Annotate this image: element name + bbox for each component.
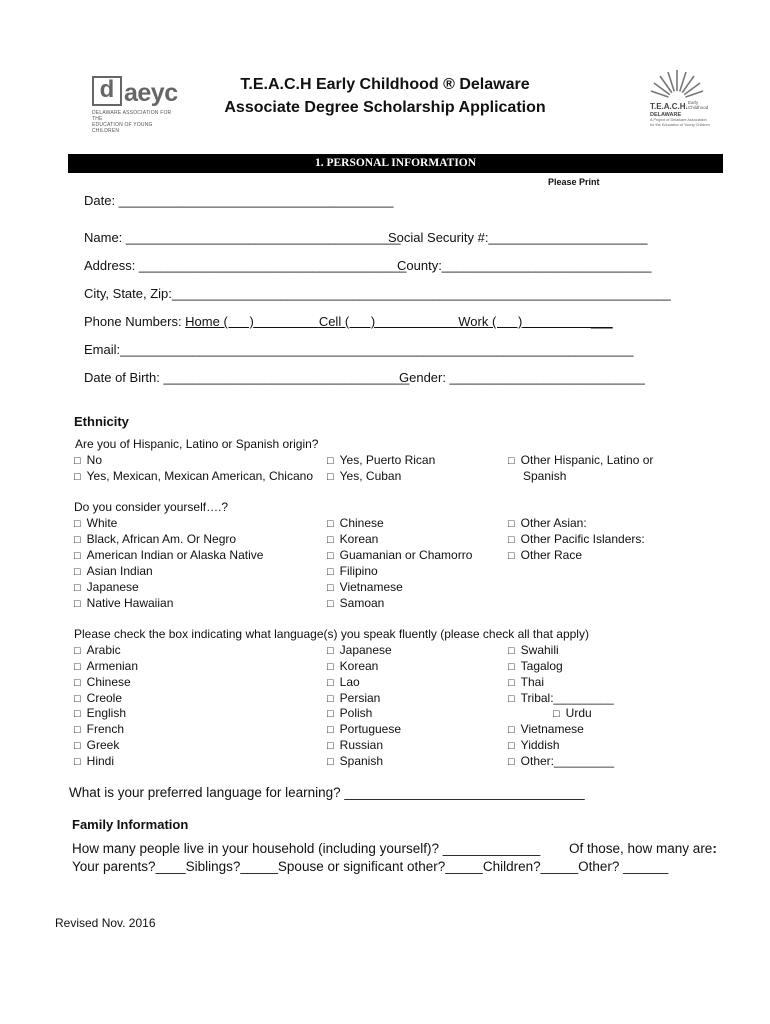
checkbox-option[interactable]: □ Other Race	[508, 548, 583, 562]
checkbox-icon[interactable]: □	[327, 693, 334, 705]
race-question: Do you consider yourself….?	[74, 500, 229, 514]
checkbox-option[interactable]: □ Swahili	[508, 643, 559, 657]
checkbox-icon[interactable]: □	[508, 693, 515, 705]
checkbox-icon[interactable]: □	[74, 471, 81, 483]
checkbox-icon[interactable]: □	[74, 518, 81, 530]
hispanic-origin-question: Are you of Hispanic, Latino or Spanish origin?	[75, 437, 319, 451]
checkbox-option[interactable]: □ Japanese	[74, 580, 139, 594]
checkbox-icon[interactable]: □	[327, 756, 334, 768]
checkbox-icon[interactable]: □	[74, 582, 81, 594]
checkbox-icon[interactable]: □	[508, 756, 515, 768]
date-of-birth-field[interactable]: Date of Birth: __________________________________	[84, 370, 410, 385]
checkbox-icon[interactable]: □	[74, 661, 81, 673]
checkbox-option[interactable]: □ Urdu	[553, 706, 592, 720]
checkbox-icon[interactable]: □	[327, 455, 334, 467]
checkbox-icon[interactable]: □	[74, 455, 81, 467]
name-field[interactable]: Name: ______________________________________	[84, 230, 401, 245]
checkbox-option[interactable]: □ White	[74, 516, 118, 530]
checkbox-option[interactable]: □ Yes, Puerto Rican	[327, 453, 436, 467]
checkbox-icon[interactable]: □	[327, 661, 334, 673]
daeyc-logo-subtitle: DELAWARE ASSOCIATION FOR THE EDUCATION OF YOUNG CHILDREN	[92, 110, 172, 134]
ssn-field[interactable]: Social Security #:______________________	[388, 230, 648, 245]
email-field[interactable]: Email:_______________________________________________________________________	[84, 342, 634, 357]
checkbox-icon[interactable]: □	[74, 534, 81, 546]
phone-cell-field[interactable]: Cell ( )	[318, 314, 376, 329]
family-info-heading: Family Information	[72, 817, 189, 832]
checkbox-icon[interactable]: □	[327, 566, 334, 578]
teach-logo-subtitle: A Project of Delaware Association for the Education of Young Children	[650, 118, 710, 127]
checkbox-option[interactable]: □ Lao	[327, 675, 360, 689]
county-field[interactable]: County:_____________________________	[397, 258, 652, 273]
daeyc-logo-mark: d	[92, 76, 122, 106]
checkbox-option[interactable]: □ Samoan	[327, 596, 385, 610]
checkbox-icon[interactable]: □	[74, 598, 81, 610]
checkbox-option[interactable]: □ Yiddish	[508, 738, 560, 752]
checkbox-icon[interactable]: □	[327, 518, 334, 530]
checkbox-icon[interactable]: □	[74, 740, 81, 752]
checkbox-option[interactable]: □ Vietnamese	[508, 722, 584, 736]
city-state-zip-field[interactable]: City, State, Zip:_____________________________________________________________________	[84, 286, 671, 301]
checkbox-option[interactable]: □ Spanish	[327, 754, 384, 768]
teach-logo-early-childhood: Early Childhood	[688, 100, 709, 110]
household-members-field[interactable]: Your parents?____Siblings?_____Spouse or significant other?_____Children?_____Other? ______	[72, 859, 669, 874]
checkbox-option[interactable]: □ Hindi	[74, 754, 115, 768]
revision-date: Revised Nov. 2016	[55, 916, 156, 930]
checkbox-option[interactable]: □ Greek	[74, 738, 120, 752]
checkbox-option[interactable]: □ Korean	[327, 532, 379, 546]
checkbox-icon[interactable]: □	[327, 677, 334, 689]
checkbox-option[interactable]: □ Other Pacific Islanders:	[508, 532, 645, 546]
checkbox-option[interactable]: □ Thai	[508, 675, 544, 689]
checkbox-icon[interactable]: □	[74, 677, 81, 689]
teach-logo-name: T.E.A.C.H.	[650, 102, 688, 111]
checkbox-option[interactable]: □ Creole	[74, 691, 123, 705]
checkbox-option[interactable]: □ Portuguese	[327, 722, 402, 736]
checkbox-option[interactable]: □ Vietnamese	[327, 580, 403, 594]
teach-logo-state: DELAWARE	[650, 112, 682, 118]
checkbox-icon[interactable]: □	[508, 550, 515, 562]
checkbox-icon[interactable]: □	[74, 693, 81, 705]
checkbox-option[interactable]: □ Chinese	[327, 516, 384, 530]
date-field[interactable]: Date: ______________________________________	[84, 193, 394, 208]
checkbox-icon[interactable]: □	[74, 550, 81, 562]
form-title-line2: Associate Degree Scholarship Application	[224, 99, 546, 116]
checkbox-option[interactable]: □ Yes, Mexican, Mexican American, Chicano	[74, 469, 313, 483]
checkbox-option[interactable]: □ Other Asian:	[508, 516, 587, 530]
checkbox-icon[interactable]: □	[327, 471, 334, 483]
checkbox-option[interactable]: □ Tribal:_________	[508, 691, 614, 705]
checkbox-option[interactable]: □ Russian	[327, 738, 384, 752]
phone-home-field[interactable]: Home ( ) Cell ( ) Work ( ) ___	[185, 314, 613, 329]
phone-numbers-row	[84, 314, 613, 329]
checkbox-option[interactable]: □ Other:_________	[508, 754, 615, 768]
checkbox-icon[interactable]: □	[327, 645, 334, 657]
section-header-personal-info: 1. PERSONAL INFORMATION	[68, 154, 723, 173]
form-title-line1: T.E.A.C.H Early Childhood ® Delaware	[240, 76, 530, 93]
checkbox-icon[interactable]: □	[327, 724, 334, 736]
checkbox-option-continuation: Spanish	[523, 469, 567, 483]
checkbox-icon[interactable]: □	[327, 550, 334, 562]
checkbox-icon[interactable]: □	[508, 455, 515, 467]
checkbox-icon[interactable]: □	[74, 645, 81, 657]
checkbox-icon[interactable]: □	[508, 518, 515, 530]
checkbox-icon[interactable]: □	[74, 756, 81, 768]
checkbox-option[interactable]: □ English	[74, 706, 127, 720]
checkbox-icon[interactable]: □	[327, 708, 334, 720]
phone-label: Phone Numbers:	[84, 314, 186, 329]
checkbox-icon[interactable]: □	[508, 534, 515, 546]
checkbox-option[interactable]: □ Filipino	[327, 564, 378, 578]
checkbox-icon[interactable]: □	[327, 582, 334, 594]
household-size-field[interactable]: How many people live in your household (including yourself)? _____________	[72, 841, 541, 856]
checkbox-icon[interactable]: □	[553, 708, 560, 720]
phone-work-field[interactable]: Work ( )	[458, 314, 523, 329]
checkbox-option[interactable]: □ Guamanian or Chamorro	[327, 548, 473, 562]
checkbox-option[interactable]: □ American Indian or Alaska Native	[74, 548, 264, 562]
checkbox-option[interactable]: □ Persian	[327, 691, 381, 705]
checkbox-option[interactable]: □ French	[74, 722, 125, 736]
checkbox-option[interactable]: □ Armenian	[74, 659, 139, 673]
checkbox-option[interactable]: □ Chinese	[74, 675, 131, 689]
address-field[interactable]: Address: _____________________________________	[84, 258, 407, 273]
checkbox-icon[interactable]: □	[74, 708, 81, 720]
please-print-note: Please Print	[548, 177, 600, 187]
checkbox-option[interactable]: □ Tagalog	[508, 659, 563, 673]
daeyc-logo-text: aeyc	[124, 79, 178, 107]
checkbox-icon[interactable]: □	[327, 740, 334, 752]
checkbox-option[interactable]: □ Yes, Cuban	[327, 469, 402, 483]
preferred-language-field[interactable]: What is your preferred language for learning? ________________________________	[69, 785, 585, 800]
checkbox-option[interactable]: □ Asian Indian	[74, 564, 153, 578]
checkbox-icon[interactable]: □	[508, 740, 515, 752]
ethnicity-heading: Ethnicity	[74, 414, 129, 429]
checkbox-option[interactable]: □ Arabic	[74, 643, 121, 657]
checkbox-icon[interactable]: □	[508, 677, 515, 689]
checkbox-option[interactable]: □ Other Hispanic, Latino or	[508, 453, 654, 467]
checkbox-option[interactable]: □ Native Hawaiian	[74, 596, 174, 610]
checkbox-option[interactable]: □ Korean	[327, 659, 379, 673]
checkbox-option[interactable]: □ Black, African Am. Or Negro	[74, 532, 237, 546]
checkbox-icon[interactable]: □	[74, 724, 81, 736]
checkbox-icon[interactable]: □	[327, 598, 334, 610]
household-breakdown-label: Of those, how many are:	[569, 841, 717, 856]
gender-field[interactable]: Gender: ___________________________	[399, 370, 645, 385]
checkbox-option[interactable]: □ Polish	[327, 706, 373, 720]
checkbox-icon[interactable]: □	[327, 534, 334, 546]
languages-question: Please check the box indicating what language(s) you speak fluently (please check all that apply)	[74, 627, 589, 641]
checkbox-icon[interactable]: □	[508, 645, 515, 657]
checkbox-icon[interactable]: □	[508, 724, 515, 736]
checkbox-icon[interactable]: □	[508, 661, 515, 673]
checkbox-option[interactable]: □ Japanese	[327, 643, 392, 657]
checkbox-option[interactable]: □ No	[74, 453, 102, 467]
checkbox-icon[interactable]: □	[74, 566, 81, 578]
